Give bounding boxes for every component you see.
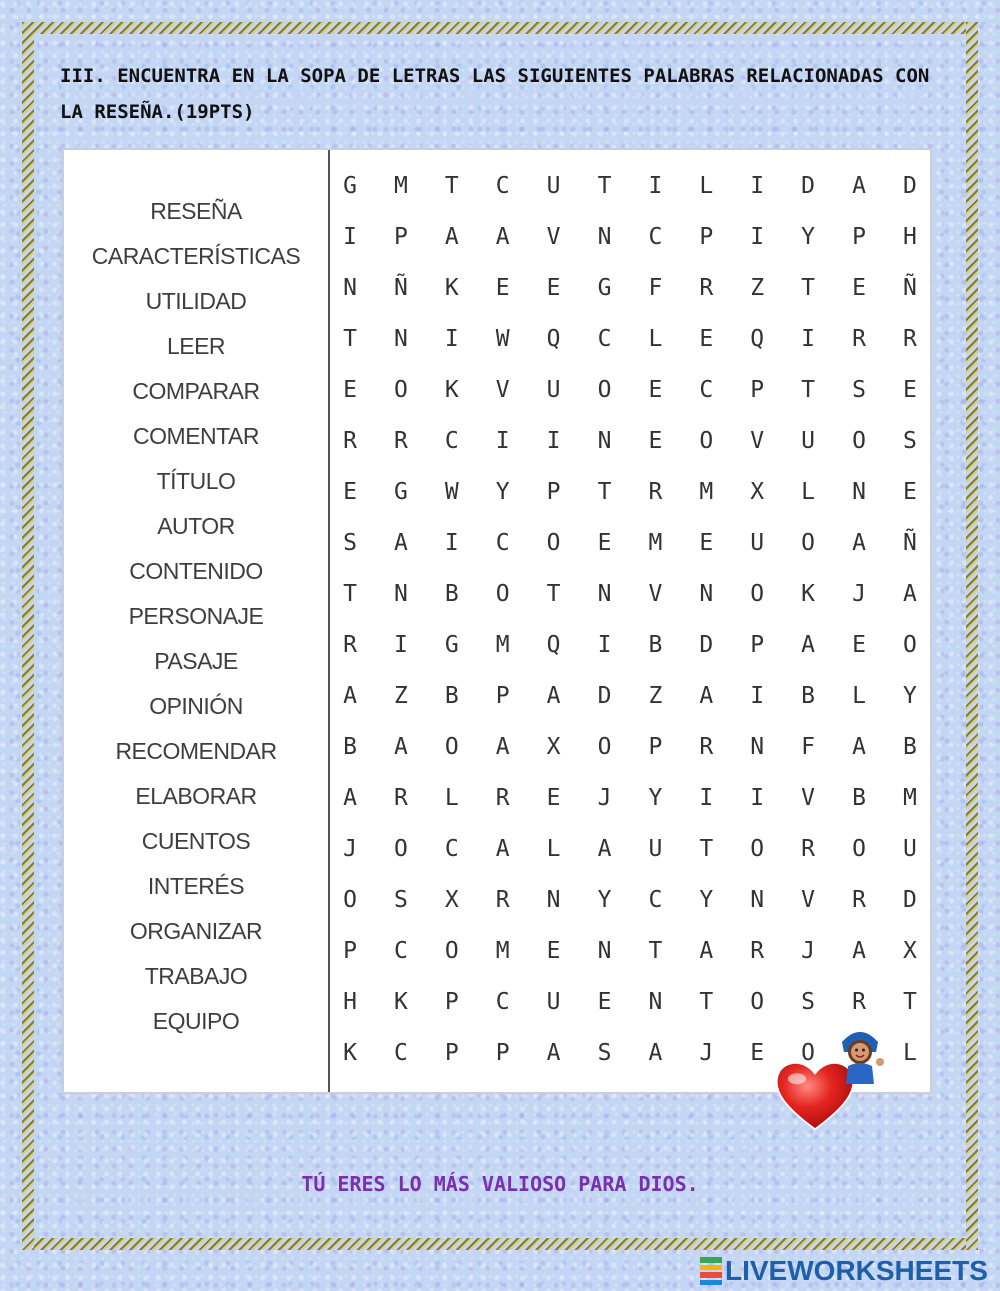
grid-cell[interactable]: Z	[750, 275, 765, 301]
grid-cell[interactable]: E	[852, 632, 866, 658]
grid-cell[interactable]: C	[495, 989, 510, 1015]
grid-cell[interactable]: W	[444, 479, 459, 505]
word-list-item: ORGANIZAR	[129, 918, 263, 944]
grid-cell[interactable]: J	[801, 938, 816, 964]
grid-cell[interactable]: D	[801, 173, 816, 199]
grid-cell[interactable]: L	[546, 836, 561, 862]
word-list-item: CARACTERÍSTICAS	[91, 243, 301, 269]
grid-cell[interactable]: T	[444, 173, 459, 199]
grid-cell[interactable]: E	[597, 989, 612, 1015]
grid-cell[interactable]: R	[495, 785, 510, 811]
grid-cell[interactable]: I	[495, 428, 510, 454]
grid-cell[interactable]: R	[852, 326, 866, 352]
grid-cell[interactable]: O	[699, 428, 714, 454]
grid-cell[interactable]: P	[343, 938, 357, 964]
grid-cell[interactable]: N	[852, 479, 866, 505]
grid-cell[interactable]: I	[444, 530, 459, 556]
grid-cell[interactable]: A	[343, 683, 357, 709]
word-list-item: TRABAJO	[144, 963, 248, 989]
logo-mark-stripe	[700, 1280, 722, 1286]
word-list-item: PASAJE	[154, 648, 238, 674]
grid-cell[interactable]: A	[699, 683, 714, 709]
grid-cell[interactable]: A	[393, 734, 408, 760]
logo-mark-stripe	[700, 1257, 722, 1263]
grid-cell[interactable]: P	[648, 734, 663, 760]
grid-cell[interactable]: I	[648, 173, 663, 199]
grid-cell[interactable]: P	[750, 632, 765, 658]
grid-cell[interactable]: P	[495, 683, 510, 709]
grid-cell[interactable]: N	[750, 887, 765, 913]
grid-cell[interactable]: C	[495, 173, 510, 199]
grid-cell[interactable]: V	[801, 887, 816, 913]
grid-cell[interactable]: E	[343, 479, 357, 505]
grid-cell[interactable]: I	[343, 224, 357, 250]
grid-cell[interactable]: M	[902, 785, 917, 811]
grid-cell[interactable]: O	[444, 734, 459, 760]
grid-cell[interactable]: A	[852, 938, 866, 964]
grid-cell[interactable]: S	[343, 530, 357, 556]
grid-cell[interactable]: O	[444, 938, 459, 964]
grid-cell[interactable]: T	[343, 581, 357, 607]
grid-cell[interactable]: M	[699, 479, 714, 505]
grid-cell[interactable]: R	[343, 428, 357, 454]
grid-cell[interactable]: N	[750, 734, 765, 760]
grid-cell[interactable]: T	[699, 836, 714, 862]
grid-cell[interactable]: L	[801, 479, 816, 505]
grid-cell[interactable]: B	[852, 785, 866, 811]
grid-cell[interactable]: O	[597, 734, 612, 760]
grid-cell[interactable]: Q	[546, 632, 561, 658]
grid-cell[interactable]: R	[801, 836, 816, 862]
letter-grid[interactable]	[330, 150, 930, 1092]
grid-cell[interactable]: B	[343, 734, 357, 760]
grid-cell[interactable]: C	[699, 377, 714, 403]
grid-cell[interactable]: S	[902, 428, 917, 454]
grid-cell[interactable]: A	[852, 530, 866, 556]
grid-cell[interactable]: X	[902, 938, 917, 964]
grid-cell[interactable]: J	[343, 836, 357, 862]
grid-cell[interactable]: C	[648, 887, 663, 913]
grid-cell[interactable]: R	[902, 326, 917, 352]
grid-cell[interactable]: A	[343, 785, 357, 811]
grid-cell[interactable]: O	[852, 428, 866, 454]
grid-cell[interactable]: O	[546, 530, 561, 556]
grid-cell[interactable]: E	[902, 479, 917, 505]
grid-cell[interactable]: N	[597, 581, 612, 607]
grid-cell[interactable]: V	[801, 785, 816, 811]
grid-cell[interactable]: E	[648, 428, 663, 454]
grid-cell[interactable]: A	[648, 1040, 663, 1066]
word-list-item: TÍTULO	[156, 468, 236, 494]
grid-cell[interactable]: M	[648, 530, 663, 556]
grid-cell[interactable]: D	[597, 683, 612, 709]
instructions-text: III. ENCUENTRA EN LA SOPA DE LETRAS LAS SIGUIENTES PALABRAS RELACIONADAS CON LA RESEÑA.(19PTS)	[60, 65, 930, 123]
grid-cell[interactable]: L	[852, 683, 866, 709]
word-list-item: COMENTAR	[133, 423, 259, 449]
grid-cell[interactable]: K	[444, 275, 459, 301]
grid-cell[interactable]: M	[495, 632, 510, 658]
grid-cell[interactable]: R	[393, 428, 408, 454]
grid-cell[interactable]: W	[495, 326, 510, 352]
grid-cell[interactable]: P	[495, 1040, 510, 1066]
grid-cell[interactable]: E	[546, 275, 561, 301]
border-bottom	[22, 1238, 978, 1250]
grid-cell[interactable]: E	[699, 326, 714, 352]
border-top	[22, 22, 978, 34]
grid-cell[interactable]: N	[597, 938, 612, 964]
grid-cell[interactable]: J	[597, 785, 612, 811]
grid-cell[interactable]: D	[902, 887, 917, 913]
grid-cell[interactable]: K	[343, 1040, 357, 1066]
grid-cell[interactable]: O	[852, 836, 866, 862]
grid-cell[interactable]: G	[444, 632, 459, 658]
grid-cell[interactable]: Q	[546, 326, 561, 352]
grid-cell[interactable]: H	[902, 224, 917, 250]
grid-cell[interactable]: T	[648, 938, 663, 964]
grid-cell[interactable]: V	[750, 428, 765, 454]
grid-cell[interactable]: I	[546, 428, 561, 454]
grid-cell[interactable]: R	[852, 989, 866, 1015]
word-list-item: PERSONAJE	[128, 603, 264, 629]
word-list-item: AUTOR	[157, 513, 235, 539]
grid-cell[interactable]: B	[444, 683, 459, 709]
grid-cell[interactable]: P	[444, 989, 459, 1015]
word-list-item: UTILIDAD	[145, 288, 247, 314]
grid-cell[interactable]: Y	[495, 479, 510, 505]
grid-cell[interactable]: Z	[648, 683, 663, 709]
grid-cell[interactable]: U	[546, 377, 561, 403]
logo-mark-stripe	[700, 1272, 722, 1278]
grid-cell[interactable]: R	[343, 632, 357, 658]
grid-cell[interactable]: Q	[750, 326, 765, 352]
grid-cell[interactable]: Ñ	[902, 275, 917, 301]
grid-cell[interactable]: C	[393, 1040, 408, 1066]
grid-cell[interactable]: N	[597, 224, 612, 250]
grid-cell[interactable]: O	[393, 377, 408, 403]
grid-cell[interactable]: E	[902, 377, 917, 403]
word-list-item: LEER	[166, 333, 226, 359]
grid-cell[interactable]: B	[902, 734, 917, 760]
grid-cell[interactable]: U	[546, 989, 561, 1015]
grid-cell[interactable]: E	[546, 938, 561, 964]
grid-cell[interactable]: K	[801, 581, 816, 607]
grid-cell[interactable]: G	[597, 275, 612, 301]
grid-cell[interactable]: A	[801, 632, 816, 658]
grid-cell[interactable]: N	[546, 887, 561, 913]
grid-cell[interactable]: O	[750, 989, 765, 1015]
grid-cell[interactable]: C	[597, 326, 612, 352]
avatar-icon	[830, 1022, 890, 1092]
grid-cell[interactable]: T	[902, 989, 917, 1015]
grid-cell[interactable]: I	[750, 785, 765, 811]
grid-cell[interactable]: I	[750, 173, 765, 199]
grid-cell[interactable]: A	[597, 836, 612, 862]
grid-cell[interactable]: Y	[902, 683, 917, 709]
grid-cell[interactable]: N	[343, 275, 357, 301]
grid-cell[interactable]: E	[495, 275, 510, 301]
grid-cell[interactable]: A	[852, 173, 866, 199]
grid-cell[interactable]: S	[801, 989, 816, 1015]
word-list	[64, 150, 330, 1092]
grid-cell[interactable]: N	[648, 989, 663, 1015]
logo-text: LIVEWORKSHEETS	[725, 1255, 988, 1286]
grid-cell[interactable]: E	[750, 1040, 765, 1066]
grid-cell[interactable]: A	[902, 581, 917, 607]
grid-cell[interactable]: T	[801, 377, 816, 403]
grid-cell[interactable]: A	[495, 836, 510, 862]
grid-cell[interactable]: Y	[648, 785, 663, 811]
grid-cell[interactable]: X	[444, 887, 459, 913]
word-list-item: ELABORAR	[135, 783, 257, 809]
grid-cell[interactable]: C	[495, 530, 510, 556]
grid-cell[interactable]: C	[444, 836, 459, 862]
grid-cell[interactable]: O	[393, 836, 408, 862]
word-search-puzzle	[62, 148, 932, 1094]
grid-cell[interactable]: E	[699, 530, 714, 556]
word-list-item: RECOMENDAR	[115, 738, 277, 764]
word-list-item: CUENTOS	[141, 828, 251, 854]
grid-cell[interactable]: O	[801, 530, 816, 556]
word-list-item: CONTENIDO	[129, 558, 263, 584]
grid-cell[interactable]: U	[648, 836, 663, 862]
grid-cell[interactable]: X	[546, 734, 561, 760]
grid-cell[interactable]: I	[750, 683, 765, 709]
grid-cell[interactable]: A	[699, 938, 714, 964]
grid-cell[interactable]: B	[648, 632, 663, 658]
grid-cell[interactable]: S	[852, 377, 866, 403]
grid-cell[interactable]: N	[393, 326, 408, 352]
word-list-item: INTERÉS	[147, 873, 245, 899]
grid-cell[interactable]: L	[699, 173, 714, 199]
grid-cell[interactable]: Y	[699, 887, 714, 913]
grid-cell[interactable]: R	[750, 938, 765, 964]
word-list-item: EQUIPO	[152, 1008, 240, 1034]
grid-cell[interactable]: U	[546, 173, 561, 199]
grid-cell[interactable]: L	[444, 785, 459, 811]
grid-cell[interactable]: R	[648, 479, 663, 505]
grid-cell[interactable]: Z	[393, 683, 408, 709]
grid-cell[interactable]: G	[343, 173, 357, 199]
grid-cell[interactable]: I	[750, 224, 765, 250]
grid-cell[interactable]: S	[597, 1040, 612, 1066]
grid-cell[interactable]: O	[801, 1040, 816, 1066]
grid-cell[interactable]: Ñ	[393, 275, 408, 301]
grid-cell[interactable]: M	[393, 173, 408, 199]
grid-cell[interactable]: L	[902, 1040, 917, 1066]
grid-cell[interactable]: P	[852, 224, 866, 250]
grid-cell[interactable]: V	[648, 581, 663, 607]
grid-cell[interactable]: Y	[597, 887, 612, 913]
grid-cell[interactable]: T	[699, 989, 714, 1015]
grid-cell[interactable]: O	[750, 836, 765, 862]
grid-cell[interactable]: Y	[801, 224, 816, 250]
grid-cell[interactable]: A	[393, 530, 408, 556]
grid-cell[interactable]: O	[495, 581, 510, 607]
grid-cell[interactable]: R	[393, 785, 408, 811]
grid-cell[interactable]: A	[495, 734, 510, 760]
grid-cell[interactable]: T	[343, 326, 357, 352]
grid-cell[interactable]: D	[699, 632, 714, 658]
grid-cell[interactable]: A	[546, 1040, 561, 1066]
grid-cell[interactable]: S	[393, 887, 408, 913]
grid-cell[interactable]: M	[495, 938, 510, 964]
grid-cell[interactable]: T	[801, 275, 816, 301]
grid-cell[interactable]: C	[444, 428, 459, 454]
grid-cell[interactable]: E	[648, 377, 663, 403]
grid-cell[interactable]: K	[444, 377, 459, 403]
grid-cell[interactable]: J	[852, 581, 866, 607]
grid-cell[interactable]: L	[648, 326, 663, 352]
logo-mark-icon	[700, 1256, 722, 1286]
grid-cell[interactable]: T	[597, 479, 612, 505]
grid-cell[interactable]: E	[343, 377, 357, 403]
grid-cell[interactable]: I	[597, 632, 612, 658]
grid-cell[interactable]: D	[902, 173, 917, 199]
grid-cell[interactable]: Ñ	[902, 530, 917, 556]
grid-cell[interactable]: T	[546, 581, 561, 607]
grid-cell[interactable]: V	[495, 377, 510, 403]
grid-cell[interactable]: E	[597, 530, 612, 556]
grid-cell[interactable]: U	[750, 530, 765, 556]
grid-cell[interactable]: O	[343, 887, 357, 913]
grid-cell[interactable]: B	[444, 581, 459, 607]
grid-cell[interactable]: P	[546, 479, 561, 505]
grid-cell[interactable]: C	[648, 224, 663, 250]
grid-cell[interactable]: U	[902, 836, 917, 862]
grid-cell[interactable]: A	[546, 683, 561, 709]
grid-cell[interactable]: G	[393, 479, 408, 505]
logo-mark-stripe	[700, 1265, 722, 1271]
grid-cell[interactable]: N	[597, 428, 612, 454]
border-left	[22, 22, 34, 1250]
word-list-item: COMPARAR	[132, 378, 260, 404]
grid-cell[interactable]: X	[750, 479, 765, 505]
grid-cell[interactable]: K	[393, 989, 408, 1015]
grid-cell[interactable]: N	[393, 581, 408, 607]
grid-cell[interactable]: I	[801, 326, 816, 352]
liveworksheets-logo[interactable]	[700, 1254, 988, 1288]
word-list-item: RESEÑA	[150, 198, 242, 224]
grid-cell[interactable]: P	[699, 224, 714, 250]
word-list-item: OPINIÓN	[149, 693, 243, 719]
grid-cell[interactable]: R	[699, 734, 714, 760]
grid-cell[interactable]: E	[852, 275, 866, 301]
grid-cell[interactable]: N	[699, 581, 714, 607]
grid-cell[interactable]: J	[699, 1040, 714, 1066]
grid-cell[interactable]: V	[546, 224, 561, 250]
grid-cell[interactable]: E	[546, 785, 561, 811]
grid-cell[interactable]: B	[801, 683, 816, 709]
grid-cell[interactable]: P	[393, 224, 408, 250]
grid-cell[interactable]: P	[444, 1040, 459, 1066]
grid-cell[interactable]: U	[801, 428, 816, 454]
grid-cell[interactable]: I	[444, 326, 459, 352]
grid-cell[interactable]: H	[343, 989, 357, 1015]
border-right	[966, 22, 978, 1250]
grid-cell[interactable]: R	[852, 887, 866, 913]
grid-cell[interactable]: A	[495, 224, 510, 250]
grid-cell[interactable]: F	[648, 275, 663, 301]
grid-cell[interactable]: O	[750, 581, 765, 607]
grid-cell[interactable]: O	[902, 632, 917, 658]
grid-cell[interactable]: I	[393, 632, 408, 658]
grid-cell[interactable]: I	[699, 785, 714, 811]
grid-cell[interactable]: T	[597, 173, 612, 199]
grid-cell[interactable]: R	[699, 275, 714, 301]
grid-cell[interactable]: O	[597, 377, 612, 403]
grid-cell[interactable]: F	[801, 734, 816, 760]
grid-cell[interactable]: R	[495, 887, 510, 913]
grid-cell[interactable]: P	[750, 377, 765, 403]
grid-cell[interactable]: C	[393, 938, 408, 964]
grid-cell[interactable]: A	[852, 734, 866, 760]
footer-message: TÚ ERES LO MÁS VALIOSO PARA DIOS.	[301, 1172, 699, 1196]
grid-cell[interactable]: A	[444, 224, 459, 250]
